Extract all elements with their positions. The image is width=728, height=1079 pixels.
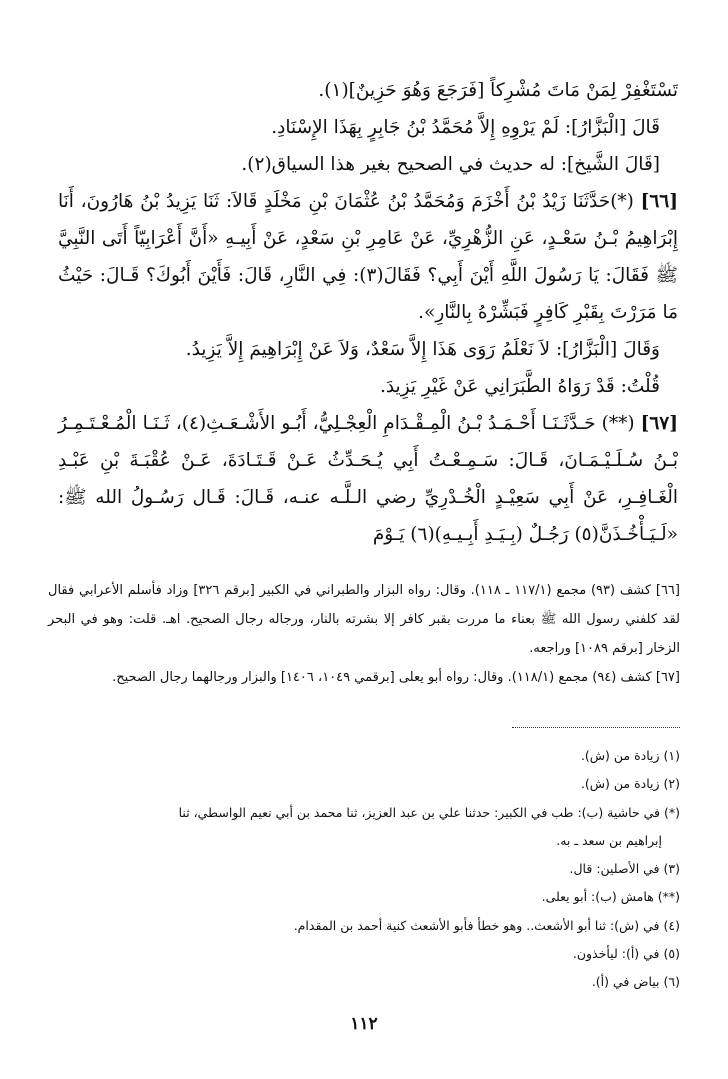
note-67: [٦٧] كشف (٩٤) مجمع (١١٨/١). وقال: رواه أبو يعلى [برقمي ١٠٤٩، ١٤٠٦] والبزار ورجالهما رجال الصحيح. [112, 670, 680, 685]
footnote-4: (٤) في (ش): ثنا أبو الأشعث.. وهو خطأ فأبو الأشعث كنية أحمد بن المقدام. [293, 917, 680, 933]
sheikh-comment: [قَالَ الشَّيخ]: له حديث في الصحيح بغير هذا السياق(٢). [241, 154, 660, 175]
hadith-number-67: [٦٧] [640, 413, 678, 434]
footnote-5: (٥) في (أ): ليأخذون. [572, 946, 680, 962]
footnote-3: (٣) في الأصلين: قال. [569, 861, 680, 877]
footnote-2: (٢) زيادة من (ش). [580, 776, 680, 792]
note-66: [٦٦] كشف (٩٣) مجمع (١١٧/١ ـ ١١٨). وقال: رواه البزار والطبراني في الكبير [برقم ٣٢٦] وزاد فأسلم الأعرابي فقال لقد كلفني رسول الله ﷺ بعناء ما مررت بقبر كافر إلا بشرته بالنار، ورجاله رجال الصحيح. اهـ. قلت: وهو في البحر الزخار [برقم ١٠٨٩] وراجعه. [48, 583, 680, 656]
hadith-67-text: (**) حَـدَّثَـنَـا أَحْـمَـدُ بْـنُ الْمِـقْـدَامِ الْعِجْـلِيُّ، أَبُـو الأَشْـعَـثِ(٤)، ثَـنَـا الْمُـعْـتَـمِـرُ بْـنُ سُـلَـيْـمَـانَ، قَـالَ: سَـمِـعْـتُ أَبِي يُـحَـدِّثُ عَـنْ قَـتَـادَةَ، عَـنْ عُقْبَـةَ بْنِ عَبْـدِ الْغَـافِـرِ، عَنْ أَبِي سَعِيْـدٍ الْخُـدْرِيِّ رضي الـلَّـه عنـه، قَـالَ: قَـال رَسُـولُ الله ﷺ: «لَـيَـأْخُـذَنَّ(٥) رَجُـلٌ (بِـيَـدِ أَبِـيـهِ)(٦) يَـوْمَ [58, 413, 678, 545]
footnote-star: (*) في حاشية (ب): طب في الكبير: حدثنا علي بن عبد العزيز، ثنا محمد بن أبي نعيم الواسطي، ثنا [178, 804, 680, 820]
hadith-67 [58, 405, 678, 553]
qultu-66: قُلْتُ: قَدْ رَوَاهُ الطَّبَرَانِي عَنْ غَيْرِ يَزِيدَ. [379, 376, 660, 397]
main-text [58, 72, 678, 553]
text-line: تَسْتَغْفِرْ لِمَنْ مَاتَ مُشْرِكاً [فَرَجَعَ وَهُوَ حَزِينٌ](١). [318, 80, 678, 101]
footnote-6: (٦) بياض في (أ). [591, 974, 680, 990]
hadith-66 [58, 183, 678, 331]
hadith-66-text: (*)حَدَّثَنَا زَيْدُ بْنُ أَخْزَمَ وَمُحَمَّدُ بْنُ عُثْمَانَ بْنِ مَخْلَدٍ قَالاَ: ثَنَا يَزِيدُ بْنُ هَارُونَ، أَنَا إِبْرَاهِيمُ بْـنُ سَعْـدٍ، عَنِ الزُّهْرِيِّ، عَنْ عَامِرِ بْنِ سَعْدٍ، عَنْ أَبِيـهِ «أَنَّ أَعْرَابِيّاً أَتَى النَّبِيَّ ﷺ فَقَالَ: يَا رَسُولَ اللَّهِ أَيْنَ أَبِي؟ فَقَالَ(٣): فِي النَّارِ، قَالَ: فَأَيْنَ أَبُوكَ؟ قَـالَ: حَيْثُ مَا مَرَرْتَ بِقَبْرِ كَافِرٍ فَبَشِّرْهُ بِالنَّارِ». [58, 191, 678, 323]
bazzar-comment: قَالَ [الْبَزَّارُ]: لَمْ يَرْوِهِ إِلاَّ مُحَمَّدُ بْنُ جَابِرٍ بِهَذَا الإِسْنَادِ. [271, 117, 660, 138]
hadith-number-66: [٦٦] [640, 191, 678, 212]
page-number: ١١٢ [350, 1014, 378, 1034]
footnotes [48, 742, 680, 997]
footnote-separator [512, 727, 680, 728]
bazzar-comment-66: وَقَالَ [الْبَزَّارُ]: لاَ نَعْلَمُ رَوَى هَذَا إِلاَّ سَعْدٌ، وَلاَ عَنْ إِبْرَاهِيمَ إِلاَّ يَزِيدُ. [185, 339, 660, 360]
footnote-1: (١) زيادة من (ش). [580, 748, 680, 763]
footnote-double-star: (**) هامش (ب): أبو يعلى. [541, 889, 680, 905]
takhrij-notes [48, 576, 680, 692]
footnote-star-continued: إبراهيم بن سعد ـ به. [556, 832, 662, 848]
